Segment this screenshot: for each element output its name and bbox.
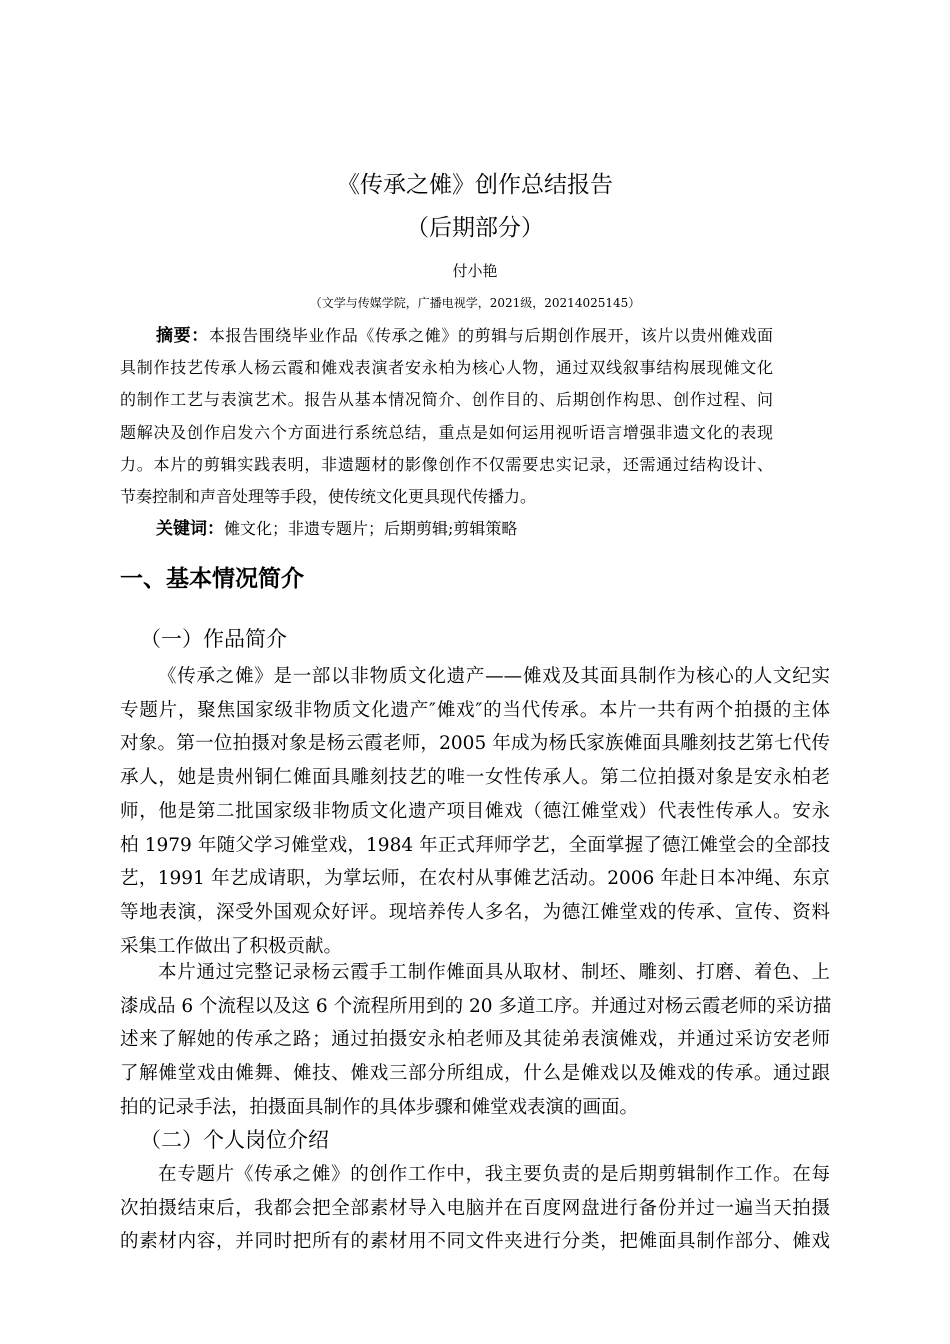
text-line-content: 采集工作做出了积极贡献。: [120, 935, 343, 957]
text-line: [120, 360, 773, 376]
keywords-label: 关键词：: [156, 519, 224, 539]
text-line: [120, 668, 830, 687]
text-line-content: 次拍摄结束后，我都会把全部素材导入电脑并在百度网盘进行备份并过一遍当天拍摄: [120, 1197, 830, 1219]
abstract-label: 摘要：: [156, 326, 209, 346]
text-line: [120, 489, 773, 505]
text-line-content: 节奏控制和声音处理等手段，使传统文化更具现代传播力。: [120, 487, 537, 506]
text-line: [120, 995, 832, 1017]
text-line-content: 本报告围绕毕业作品《传承之傩》的剪辑与后期创作展开，该片以贵州傩戏面: [208, 326, 773, 345]
text-line: [120, 901, 830, 923]
text-line-content: 的素材内容，并同时把所有的素材用不同文件夹进行分类，把傩面具制作部分、傩戏: [120, 1231, 830, 1253]
text-line: [120, 392, 773, 408]
text-line: [120, 1031, 830, 1050]
text-line-content: 艺，1991 年艺成请职，为掌坛师，在农村从事傩艺活动。2006 年赴日本冲绳、东京: [120, 868, 830, 890]
text-line-content: 等地表演，深受外国观众好评。现培养传人多名，为德江傩堂戏的传承、宣传、资料: [120, 901, 830, 923]
text-line: [120, 1096, 830, 1118]
text-line-content: 漆成品 6 个流程以及这 6 个流程所用到的 20 多道工序。并通过对杨云霞老师的采访描: [120, 995, 832, 1017]
text-line: [120, 422, 773, 442]
text-line: [120, 735, 830, 754]
text-line: [120, 1065, 830, 1084]
text-line-content: 本片通过完整记录杨云霞手工制作傩面具从取材、制坯、雕刻、打磨、着色、上: [158, 962, 830, 983]
text-line-content: 拍的记录手法，拍摄面具制作的具体步骤和傩堂戏表演的画面。: [120, 1096, 639, 1118]
text-line: [120, 1197, 830, 1219]
text-line-content: 《传承之傩》是一部以非物质文化遗产——傩戏及其面具制作为核心的人文纪实: [158, 666, 830, 687]
author: 付小艳: [452, 262, 498, 280]
text-line-content: 师，他是第二批国家级非物质文化遗产项目傩戏（德江傩堂戏）代表性传承人。安永: [120, 800, 830, 822]
subsection-heading: （一）作品简介: [140, 627, 287, 651]
keywords: [120, 521, 773, 538]
text-line-content: 柏 1979 年随父学习傩堂戏，1984 年正式拜师学艺，全面掌握了德江傩堂会的全部技: [120, 834, 830, 856]
text-line-content: 承人，她是贵州铜仁傩面具雕刻技艺的唯一女性传承人。第二位拍摄对象是安永柏老: [120, 767, 830, 789]
text-line-content: 了解傩堂戏由傩舞、傩技、傩戏三部分所组成，什么是傩戏以及傩戏的传承。通过跟: [120, 1063, 830, 1085]
text-line-content: 对象。第一位拍摄对象是杨云霞老师，2005 年成为杨氏家族傩面具雕刻技艺第七代传: [120, 733, 830, 755]
text-line: [120, 769, 830, 788]
text-line: [120, 870, 830, 889]
text-line-content: 在专题片《传承之傩》的创作工作中，我主要负责的是后期剪辑制作工作。在每: [158, 1164, 830, 1185]
section-heading: 一、基本情况简介: [120, 566, 304, 592]
affiliation: （文学与传媒学院，广播电视学，2021级，20214025145）: [309, 296, 641, 310]
text-line: [120, 1233, 830, 1252]
text-line-content: 专题片，聚焦国家级非物质文化遗产″傩戏″的当代传承。本片一共有两个拍摄的主体: [120, 699, 830, 721]
text-line: [120, 454, 773, 474]
document-title: 《传承之傩》创作总结报告: [337, 172, 613, 198]
text-line: [120, 328, 773, 345]
text-line-content: 具制作技艺传承人杨云霞和傩戏表演者安永柏为核心人物，通过双线叙事结构展现傩文化: [120, 358, 773, 378]
text-line: [120, 699, 830, 721]
text-line: [120, 834, 830, 856]
text-line: [120, 800, 830, 822]
text-line-content: 述来了解她的传承之路；通过拍摄安永柏老师及其徒弟表演傩戏，并通过采访安老师: [120, 1029, 830, 1051]
text-line-content: 力。本片的剪辑实践表明，非遗题材的影像创作不仅需要忠实记录，还需通过结构设计、: [120, 454, 773, 474]
text-line: [120, 935, 830, 957]
text-line-content: 的制作工艺与表演艺术。报告从基本情况简介、创作目的、后期创作构思、创作过程、问: [120, 390, 773, 410]
text-line-content: 题解决及创作启发六个方面进行系统总结，重点是如何运用视听语言增强非遗文化的表现: [120, 422, 773, 442]
text-line: [120, 1166, 830, 1185]
text-line: [120, 964, 830, 983]
keywords-text: 傩文化；非遗专题片；后期剪辑;剪辑策略: [224, 519, 518, 538]
subsection-heading: （二）个人岗位介绍: [140, 1128, 329, 1152]
document-subtitle: （后期部分）: [406, 215, 544, 241]
